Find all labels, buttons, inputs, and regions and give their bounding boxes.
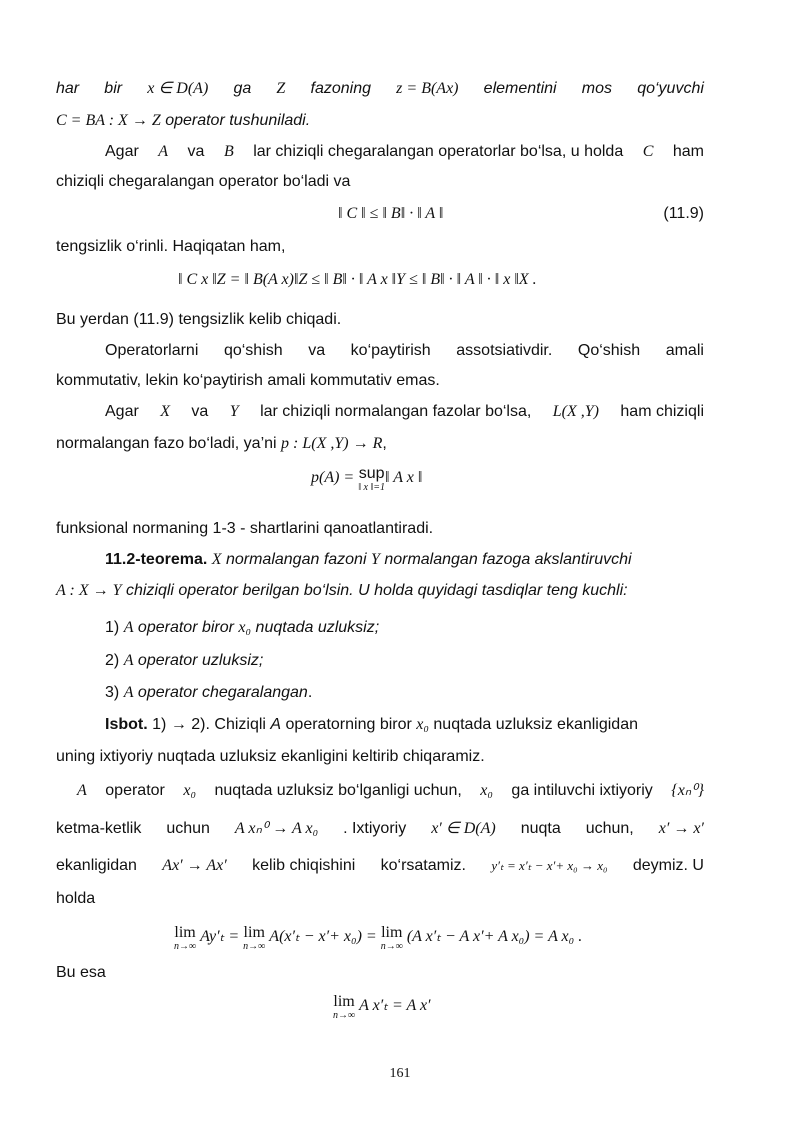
proof-line: [105, 714, 704, 736]
math-expression: x ∈ D(A): [147, 80, 209, 97]
formula: ‖ C x ‖Z = ‖ B(A x)‖Z ≤ ‖ B‖ · ‖ A x ‖Y ≤ ‖ B‖ · ‖ A ‖ · ‖ x ‖X .: [178, 271, 537, 288]
text: tengsizlik o‘rinli. Haqiqatan ham,: [56, 238, 286, 255]
formula: ‖ C ‖ ≤ ‖ B‖ · ‖ A ‖: [338, 205, 444, 222]
item-number: 1): [105, 619, 120, 636]
punctuation: ,: [382, 435, 387, 452]
item-text: nuqtada uzluksiz;: [255, 619, 380, 636]
word: Agar: [105, 143, 139, 160]
word: operator: [105, 782, 165, 799]
text-line: [105, 141, 704, 163]
word: va: [308, 342, 326, 359]
word: bir: [104, 80, 123, 97]
math-symbol: A: [123, 652, 134, 669]
lim-operator: [333, 995, 355, 1023]
math-symbol: A: [77, 782, 87, 799]
text: nuqtada uzluksiz ekanligidan: [433, 716, 638, 733]
word: Qo‘shish: [577, 342, 641, 359]
sup-label: sup: [358, 465, 385, 482]
lim-label: lim: [333, 993, 355, 1010]
arrow-icon: →: [170, 716, 187, 733]
math-symbol: B: [223, 143, 234, 160]
list-item: [105, 650, 704, 672]
math-expression: x′ ∈ D(A): [431, 820, 496, 837]
word: va: [191, 403, 209, 420]
text: 2). Chiziqli: [191, 716, 266, 733]
text-line: [56, 236, 704, 258]
text-line: [77, 780, 704, 802]
theorem-line: [56, 580, 704, 602]
word: Operatorlarni: [105, 342, 199, 359]
text-line: [56, 818, 704, 840]
word: qo‘yuvchi: [637, 80, 704, 97]
word: assotsiativdir.: [456, 342, 553, 359]
formula-lhs: p(A) =: [311, 469, 359, 486]
list-item: [105, 682, 704, 704]
formula-part: (A x′ₜ − A x′+ A x₀) = A x₀ .: [406, 928, 583, 945]
word: ko‘paytirish: [350, 342, 431, 359]
word: amali: [665, 342, 704, 359]
text: ga intiluvchi ixtiyoriy: [511, 782, 653, 799]
math-symbol: X: [160, 403, 170, 420]
math-expression: {xₙ⁰}: [671, 782, 704, 799]
word: qo‘shish: [223, 342, 283, 359]
item-number: 3): [105, 684, 120, 701]
word: Agar: [105, 403, 139, 420]
lim-operator: [174, 926, 196, 954]
text-line: [105, 340, 704, 362]
math-symbol: Y: [370, 551, 380, 568]
math-expression: L(X ,Y): [552, 403, 599, 420]
word: fazoning: [310, 80, 371, 97]
math-expression: Ax′ → Ax′: [162, 857, 227, 874]
word: mos: [581, 80, 613, 97]
word: uchun: [166, 820, 210, 837]
theorem-title: 11.2-teorema.: [105, 551, 208, 568]
lim-subscript: n→∞: [380, 941, 403, 952]
text: uning ixtiyoriy nuqtada uzluksiz ekanligini keltirib chiqaramiz.: [56, 748, 485, 765]
text-line: [56, 518, 704, 540]
text: normalangan fazoga akslantiruvchi: [384, 551, 632, 568]
sup-subscript: ‖ x ‖=1: [358, 482, 386, 493]
lim-label: lim: [243, 924, 265, 941]
formula-part: A(x′ₜ − x′+ x₀) =: [269, 928, 381, 945]
equation-number: (11.9): [663, 205, 704, 222]
text: operatorning biror: [285, 716, 412, 733]
math-symbol: Y: [229, 403, 239, 420]
lim-label: lim: [174, 924, 196, 941]
word: ketma-ketlik: [56, 820, 142, 837]
item-text: operator uzluksiz;: [137, 652, 264, 669]
text: holda: [56, 890, 96, 907]
text: lar chiziqli normalangan fazolar bo‘lsa,: [260, 403, 532, 420]
sup-operator: [358, 467, 385, 495]
theorem-line: [105, 549, 704, 571]
word: ko‘rsatamiz.: [380, 857, 466, 874]
math-symbol: x₀: [416, 716, 429, 733]
text: operator tushuniladi.: [165, 112, 311, 129]
text: ham chiziqli: [620, 403, 704, 420]
math-expression: y′ₜ = x′ₜ − x′+ x₀ → x₀: [491, 858, 608, 873]
text-line: [56, 370, 704, 392]
text: 1): [152, 716, 167, 733]
math-expression: A xₙ⁰ → A x₀: [234, 820, 319, 837]
text-line: [56, 888, 704, 910]
item-number: 2): [105, 652, 120, 669]
formula-rhs: ‖ A x ‖: [385, 469, 423, 486]
lim-subscript: n→∞: [243, 941, 266, 952]
text: normalangan fazoni: [225, 551, 367, 568]
math-expression: p : L(X ,Y) → R: [281, 435, 383, 452]
text-line: [56, 962, 704, 984]
item-text: operator biror: [137, 619, 234, 636]
math-symbol: x₀: [238, 619, 252, 636]
text-line: [56, 433, 704, 455]
word: nuqta: [520, 820, 561, 837]
text-line: [105, 401, 704, 423]
list-item: [105, 617, 704, 639]
text: chiziqli chegaralangan operator bo‘ladi va: [56, 173, 351, 190]
text: Bu yerdan (11.9) tengsizlik kelib chiqadi.: [56, 311, 342, 328]
lim-label: lim: [381, 924, 403, 941]
math-expression: C = BA : X → Z: [56, 112, 161, 129]
page-number: 161: [389, 1066, 411, 1081]
text: chiziqli operator berilgan bo‘lsin. U holda quyidagi tasdiqlar teng kuchli:: [125, 582, 628, 599]
text-line: [56, 78, 704, 100]
math-expression: x′ → x′: [658, 820, 704, 837]
word: ham: [672, 143, 704, 160]
punctuation: .: [307, 684, 313, 701]
word: ga: [233, 80, 252, 97]
text: nuqtada uzluksiz bo‘lganligi uchun,: [214, 782, 462, 799]
text: kommutativ, lekin ko‘paytirish amali kommutativ emas.: [56, 372, 440, 389]
text: Bu esa: [56, 964, 106, 981]
lim-subscript: n→∞: [333, 1010, 356, 1021]
text: normalangan fazo bo‘ladi, ya’ni: [56, 435, 277, 452]
word: elementini: [483, 80, 557, 97]
math-symbol: A: [158, 143, 169, 160]
word: ekanligidan: [56, 857, 137, 874]
lim-operator: [381, 926, 403, 954]
text-line: [56, 855, 704, 877]
math-symbol: A: [270, 716, 282, 733]
text: funksional normaning 1-3 - shartlarini qanoatlantiradi.: [56, 520, 434, 537]
text-line: [56, 171, 704, 193]
text-line: [56, 309, 704, 331]
text: . Ixtiyoriy: [343, 820, 407, 837]
lim-operator: [243, 926, 265, 954]
math-symbol: C: [642, 143, 654, 160]
text: deymiz. U: [632, 857, 704, 874]
formula-part: Ay′ₜ =: [200, 928, 244, 945]
word: har: [56, 80, 80, 97]
math-symbol: A: [123, 619, 134, 636]
word: va: [187, 143, 205, 160]
word: uchun,: [585, 820, 634, 837]
text-line: [56, 746, 704, 768]
item-text: operator chegaralangan: [137, 684, 308, 701]
math-expression: z = B(Ax): [396, 80, 459, 97]
text-line: [56, 110, 704, 132]
text: kelib chiqishini: [252, 857, 356, 874]
math-symbol: x₀: [183, 782, 197, 799]
formula-rhs: A x′ₜ = A x′: [359, 997, 431, 1014]
math-symbol: A: [123, 684, 134, 701]
math-symbol: x₀: [480, 782, 493, 799]
text: lar chiziqli chegaralangan operatorlar bo‘lsa, u holda: [253, 143, 624, 160]
proof-title: Isbot.: [105, 716, 148, 733]
math-symbol: Z: [276, 80, 286, 97]
math-expression: A : X → Y: [56, 582, 122, 599]
math-symbol: X: [211, 551, 222, 568]
lim-subscript: n→∞: [174, 941, 197, 952]
